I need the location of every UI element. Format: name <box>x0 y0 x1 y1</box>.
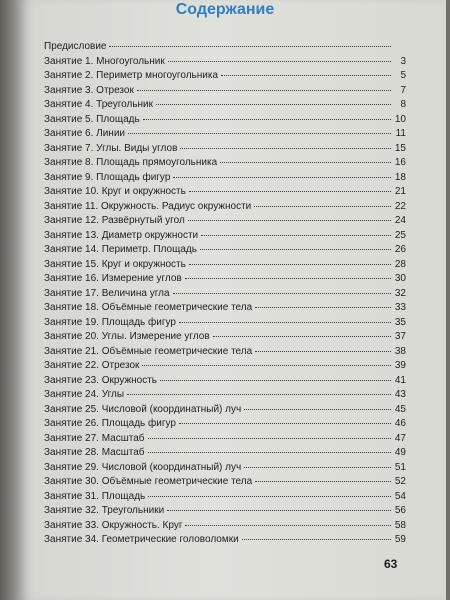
toc-entry <box>44 40 406 55</box>
dot-leader <box>189 191 391 192</box>
toc-entry-page: 8 <box>400 99 406 110</box>
toc-entry-page: 45 <box>394 403 406 415</box>
dot-leader <box>148 496 391 497</box>
dot-leader <box>173 293 391 294</box>
toc-entry-label: Занятие 20. Углы. Измерение углов <box>44 331 210 342</box>
toc-entry-label: Занятие 11. Окружность. Радиус окружности <box>44 200 252 212</box>
toc-entry-label: Занятие 3. Отрезок <box>44 84 134 96</box>
toc-entry-label: Занятие 34. Геометрические головоломки <box>44 534 239 545</box>
toc-entry <box>44 272 406 287</box>
toc-entry-label: Занятие 26. Площадь фигур <box>44 418 176 429</box>
toc-entry-label: Занятие 17. Величина угла <box>44 287 170 299</box>
toc-entry-label: Предисловие <box>44 41 107 52</box>
toc-entry-page: 46 <box>394 418 406 429</box>
dot-leader <box>200 249 391 250</box>
toc-entry-label: Занятие 18. Объёмные геометрические тела <box>44 302 253 313</box>
toc-entry-label: Занятие 19. Площадь фигур <box>44 316 176 328</box>
toc-entry-label: Занятие 14. Периметр. Площадь <box>44 244 197 255</box>
toc-entry <box>44 461 406 476</box>
dot-leader <box>201 235 391 236</box>
toc-entry <box>44 142 406 157</box>
toc-entry-page: 18 <box>394 171 406 183</box>
dot-leader <box>255 481 391 482</box>
toc-entry-page: 33 <box>394 302 406 313</box>
toc-entry <box>44 229 406 244</box>
toc-entry <box>44 156 406 171</box>
toc-entry-label: Занятие 9. Площадь фигур <box>44 171 171 183</box>
toc-entry-page: 54 <box>394 490 406 502</box>
dot-leader <box>220 162 391 163</box>
toc-entry-page: 58 <box>394 519 406 531</box>
toc-entry-page: 26 <box>394 244 406 255</box>
toc-entry <box>44 504 406 519</box>
toc-entry-label: Занятие 16. Измерение углов <box>44 273 182 284</box>
toc-entry <box>44 171 406 186</box>
toc-entry-page: 35 <box>394 316 406 328</box>
toc-entry <box>44 243 406 258</box>
toc-entry <box>44 214 406 229</box>
toc-entry <box>44 113 406 128</box>
dot-leader <box>109 46 391 47</box>
toc-entry <box>44 185 406 200</box>
page-title: Содержание <box>175 1 275 18</box>
toc-entry <box>44 345 406 360</box>
toc-entry-label: Занятие 7. Углы. Виды углов <box>44 142 178 154</box>
toc-entry-page: 7 <box>400 84 406 96</box>
toc-entry-label: Занятие 10. Круг и окружность <box>44 186 186 197</box>
toc-entry <box>44 127 406 142</box>
toc-entry-label: Занятие 21. Объёмные геометрические тела <box>44 345 253 357</box>
toc-entry <box>44 55 406 70</box>
toc-entry-label: Занятие 5. Площадь <box>44 113 140 125</box>
toc-entry-label: Занятие 29. Числовой (координатный) луч <box>44 461 242 473</box>
toc-entry <box>44 432 406 447</box>
toc-entry <box>44 200 406 215</box>
toc-entry-page: 25 <box>394 229 406 241</box>
dot-leader <box>179 423 391 424</box>
toc-entry-page: 51 <box>394 461 406 473</box>
toc-entry <box>44 446 406 461</box>
toc-entry <box>44 316 406 331</box>
dot-leader <box>156 104 391 105</box>
toc-entry-label: Занятие 31. Площадь <box>44 490 146 502</box>
toc-entry-page: 32 <box>394 287 406 299</box>
toc-entry-label: Занятие 28. Масштаб <box>44 447 145 458</box>
toc-entry-label: Занятие 27. Масштаб <box>44 432 145 444</box>
dot-leader <box>244 409 391 410</box>
dot-leader <box>148 452 391 453</box>
dot-leader <box>160 380 391 381</box>
toc-entry <box>44 330 406 345</box>
toc-entry <box>44 374 406 389</box>
toc-entry-page: 39 <box>394 360 406 371</box>
toc-entry-label: Занятие 32. Треугольники <box>44 505 165 516</box>
toc-entry-label: Занятие 2. Периметр многоугольника <box>44 70 218 81</box>
toc-entry-page: 37 <box>394 331 406 342</box>
dot-leader <box>128 133 391 134</box>
toc-entry <box>44 98 406 113</box>
toc-entry-page: 41 <box>394 374 406 386</box>
dot-leader <box>221 75 391 76</box>
toc-entry-label: Занятие 12. Развёрнутый угол <box>44 215 185 226</box>
dot-leader <box>185 525 391 526</box>
toc-entry <box>44 359 406 374</box>
toc-entry-page: 47 <box>394 432 406 444</box>
toc-entry <box>44 69 406 84</box>
page-number: 63 <box>384 557 398 571</box>
toc-entry-page: 10 <box>394 113 406 125</box>
toc-entry-page: 24 <box>394 215 406 226</box>
dot-leader <box>254 206 391 207</box>
toc-entry-page: 5 <box>400 70 406 81</box>
toc-entry-page: 30 <box>394 273 406 284</box>
toc-entry-page: 11 <box>395 128 406 139</box>
dot-leader <box>142 365 391 366</box>
toc-entry-label: Занятие 23. Окружность <box>44 374 158 386</box>
toc-entry <box>44 287 406 302</box>
dot-leader <box>179 322 391 323</box>
toc-entry-page: 28 <box>394 258 406 270</box>
toc-entry <box>44 301 406 316</box>
dot-leader <box>255 307 391 308</box>
toc-entry-page: 49 <box>394 447 406 458</box>
toc-entry-page: 43 <box>394 389 406 400</box>
toc-entry-label: Занятие 33. Окружность. Круг <box>44 519 183 531</box>
toc-entry-page: 3 <box>400 55 406 67</box>
toc-entry-label: Занятие 8. Площадь прямоугольника <box>44 157 218 168</box>
dot-leader <box>188 220 391 221</box>
toc-entry-page: 52 <box>394 476 406 487</box>
dot-leader <box>127 394 391 395</box>
dot-leader <box>242 539 391 540</box>
toc-entry <box>44 519 406 534</box>
toc-entry-label: Занятие 25. Числовой (координатный) луч <box>44 403 242 415</box>
toc-entry-page: 21 <box>394 186 406 197</box>
dot-leader <box>244 467 391 468</box>
toc-entry <box>44 388 406 403</box>
toc-entry-page: 22 <box>394 200 406 212</box>
dot-leader <box>189 264 391 265</box>
dot-leader <box>185 278 391 279</box>
toc-entry <box>44 417 406 432</box>
toc-entry-label: Занятие 24. Углы <box>44 389 125 400</box>
toc-entry <box>44 84 406 99</box>
dot-leader <box>173 177 391 178</box>
toc-entry-page: 16 <box>394 157 406 168</box>
toc-entry <box>44 490 406 505</box>
toc-entry-label: Занятие 13. Диаметр окружности <box>44 229 199 241</box>
table-of-contents <box>44 40 406 548</box>
book-spine-shadow <box>0 0 20 600</box>
dot-leader <box>255 351 391 352</box>
toc-entry-label: Занятие 22. Отрезок <box>44 360 140 371</box>
toc-entry-label: Занятие 30. Объёмные геометрические тела <box>44 476 253 487</box>
dot-leader <box>168 61 391 62</box>
toc-entry-label: Занятие 1. Многоугольник <box>44 55 165 67</box>
dot-leader <box>143 119 391 120</box>
dot-leader <box>137 90 391 91</box>
toc-entry <box>44 403 406 418</box>
toc-entry <box>44 258 406 273</box>
dot-leader <box>167 510 391 511</box>
toc-entry-page: 56 <box>394 505 406 516</box>
toc-entry-page: 38 <box>394 345 406 357</box>
toc-entry <box>44 475 406 490</box>
dot-leader <box>213 336 391 337</box>
toc-entry-label: Занятие 6. Линии <box>44 128 126 139</box>
toc-entry-page: 15 <box>394 142 406 154</box>
toc-entry-label: Занятие 15. Круг и окружность <box>44 258 186 270</box>
toc-entry-label: Занятие 4. Треугольник <box>44 99 154 110</box>
dot-leader <box>148 438 391 439</box>
dot-leader <box>180 148 391 149</box>
toc-entry-page: 59 <box>394 534 406 545</box>
toc-entry <box>44 533 406 548</box>
